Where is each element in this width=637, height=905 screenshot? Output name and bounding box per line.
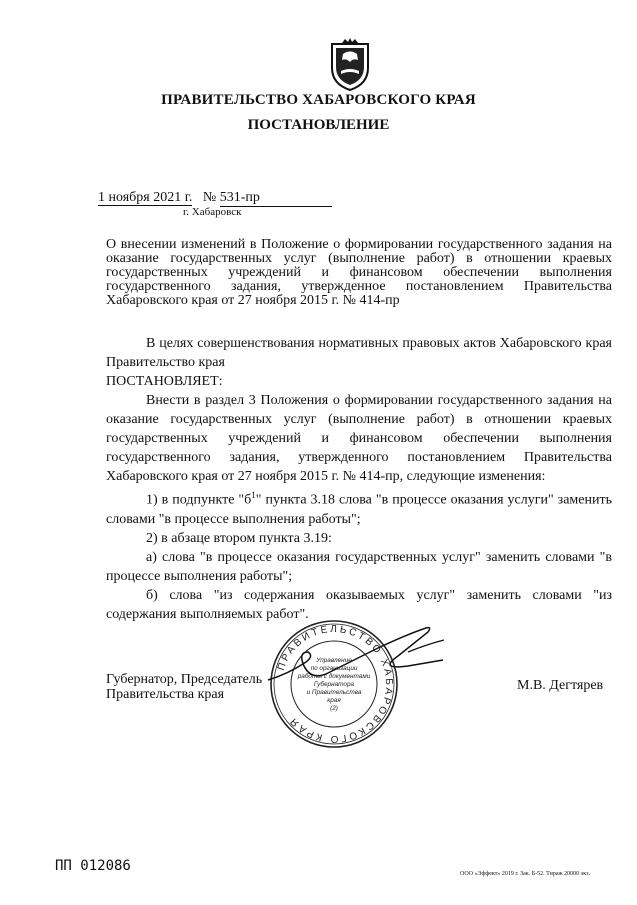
item-1-part-b: " пункта 3.18 слова "в процессе оказания услуги" заменить словами "в процессе выполнения работы";: [106, 492, 612, 527]
item-2a: а) слова "в процессе оказания государственных услуг" заменить словами "в процессе выполнения работы";: [106, 549, 612, 584]
item-1-part-a: 1) в подпункте "б: [146, 492, 252, 508]
document-number-value: 531-пр: [219, 190, 260, 205]
stamp-ring-text: ПРАВИТЕЛЬСТВО ХАБАРОВСКОГО КРАЯ: [275, 623, 395, 745]
city: г. Хабаровск: [183, 206, 242, 218]
coat-of-arms-emblem: [328, 38, 372, 92]
item-2: 2) в абзаце втором пункта 3.19:: [146, 530, 332, 546]
stamp-line-2: по организации: [310, 665, 358, 672]
stamp-line-6: края: [327, 697, 341, 704]
position-line-1: Губернатор, Председатель: [106, 672, 263, 687]
document-subject: О внесении изменений в Положение о формировании государственного задания на оказание государственных услуг (выполнение работ) в отношении краевых государственных учреждений и финансовом обеспечении выполнения государственного задания, утвержденное постановлением Правительства Хабаровского края от 27 ноября 2015 г. № 414-пр: [106, 237, 612, 308]
item-1: [106, 486, 612, 529]
paragraph-1: Внести в раздел 3 Положения о формировании государственного задания на оказание государственных услуг (выполнение работ) в отношении краевых государственных учреждений и финансовом обеспечении выполнения государственного задания, утвержденного постановлением Правительства Хабаровского края от 27 ноября 2015 г. № 414-пр, следующие изменения:: [106, 393, 612, 484]
document-date: 1 ноября 2021 г.: [98, 190, 193, 205]
date-number-line: [98, 190, 332, 207]
signatory-position: [106, 672, 262, 702]
stamp-line-7: (2): [330, 705, 338, 712]
item-1-superscript: 1: [251, 490, 256, 500]
position-line-2: Правительства края: [106, 687, 225, 702]
document-number: [220, 190, 332, 207]
signatory-name: М.В. Дегтярев: [517, 678, 604, 693]
item-2b: б) слова "из содержания оказываемых услуг" заменить словами "из содержания выполняемых работ".: [106, 587, 612, 622]
resolves: ПОСТАНОВЛЯЕТ:: [106, 374, 223, 389]
number-sign: №: [202, 190, 217, 205]
document-type: ПОСТАНОВЛЕНИЕ: [247, 117, 390, 133]
serial-number: ПП 012086: [55, 858, 131, 874]
stamp-line-3: работы с документами: [297, 673, 371, 680]
document-body: [106, 334, 612, 624]
stamp-line-4: Губернатора: [313, 681, 355, 688]
government-title: ПРАВИТЕЛЬСТВО ХАБАРОВСКОГО КРАЯ: [161, 92, 476, 108]
stamp-line-5: и Правительства: [306, 689, 362, 696]
handwritten-signature: [258, 622, 448, 702]
printer-info: ООО «Эффект» 2019 г. Зак. Б-52. Тираж 20000 экз.: [460, 871, 590, 877]
stamp-line-1: Управление: [316, 657, 352, 664]
preamble: В целях совершенствования нормативных правовых актов Хабаровского края Правительство края: [106, 336, 612, 370]
